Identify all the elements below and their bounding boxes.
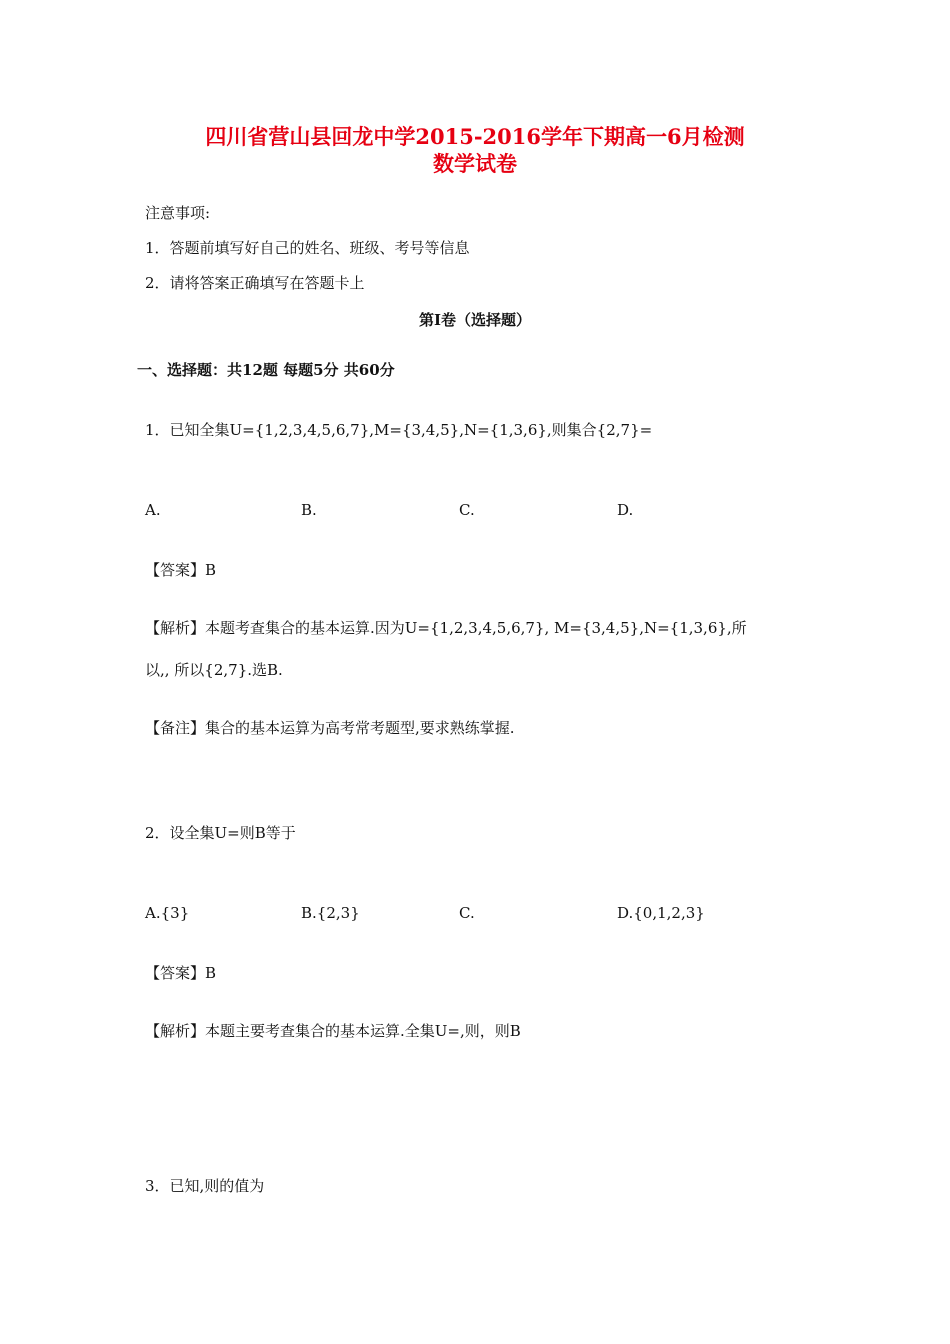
question-2-stem: 2．设全集U=则B等于 xyxy=(145,824,296,842)
question-1-option-a: A. xyxy=(145,501,161,519)
question-2-option-a: A.{3} xyxy=(145,904,190,922)
question-1-analysis-line1: 【解析】本题考查集合的基本运算.因为U={1,2,3,4,5,6,7}, M={3,4,5},N={1,3,6},所 xyxy=(145,619,747,637)
question-2-option-d: D.{0,1,2,3} xyxy=(617,904,705,922)
question-1-option-c: C. xyxy=(459,501,475,519)
notice-item-1: 1．答题前填写好自己的姓名、班级、考号等信息 xyxy=(145,239,470,257)
question-1-stem: 1．已知全集U={1,2,3,4,5,6,7},M={3,4,5},N={1,3,6},则集合{2,7}= xyxy=(145,421,653,439)
volume-title: 第I卷（选择题） xyxy=(418,311,532,329)
notice-item-2: 2．请将答案正确填写在答题卡上 xyxy=(145,274,365,292)
question-1-analysis-line2: 以,, 所以{2,7}.选B. xyxy=(145,661,283,679)
question-1-option-d: D. xyxy=(617,501,634,519)
question-2-option-c: C. xyxy=(459,904,475,922)
question-3-stem: 3．已知,则的值为 xyxy=(145,1177,265,1195)
section-heading: 一、选择题：共12题 每题5分 共60分 xyxy=(137,361,395,379)
notice-heading: 注意事项: xyxy=(145,204,211,222)
question-1-option-b: B. xyxy=(301,501,317,519)
question-1-answer: 【答案】B xyxy=(145,561,217,579)
question-2-answer: 【答案】B xyxy=(145,964,217,982)
question-2-option-b: B.{2,3} xyxy=(301,904,360,922)
document-title-line1: 四川省营山县回龙中学2015-2016学年下期高一6月检测 xyxy=(205,124,745,149)
document-title-line2: 数学试卷 xyxy=(433,151,517,176)
question-2-analysis: 【解析】本题主要考查集合的基本运算.全集U=,则，则B xyxy=(145,1022,521,1040)
question-1-remark: 【备注】集合的基本运算为高考常考题型,要求熟练掌握. xyxy=(145,719,515,737)
